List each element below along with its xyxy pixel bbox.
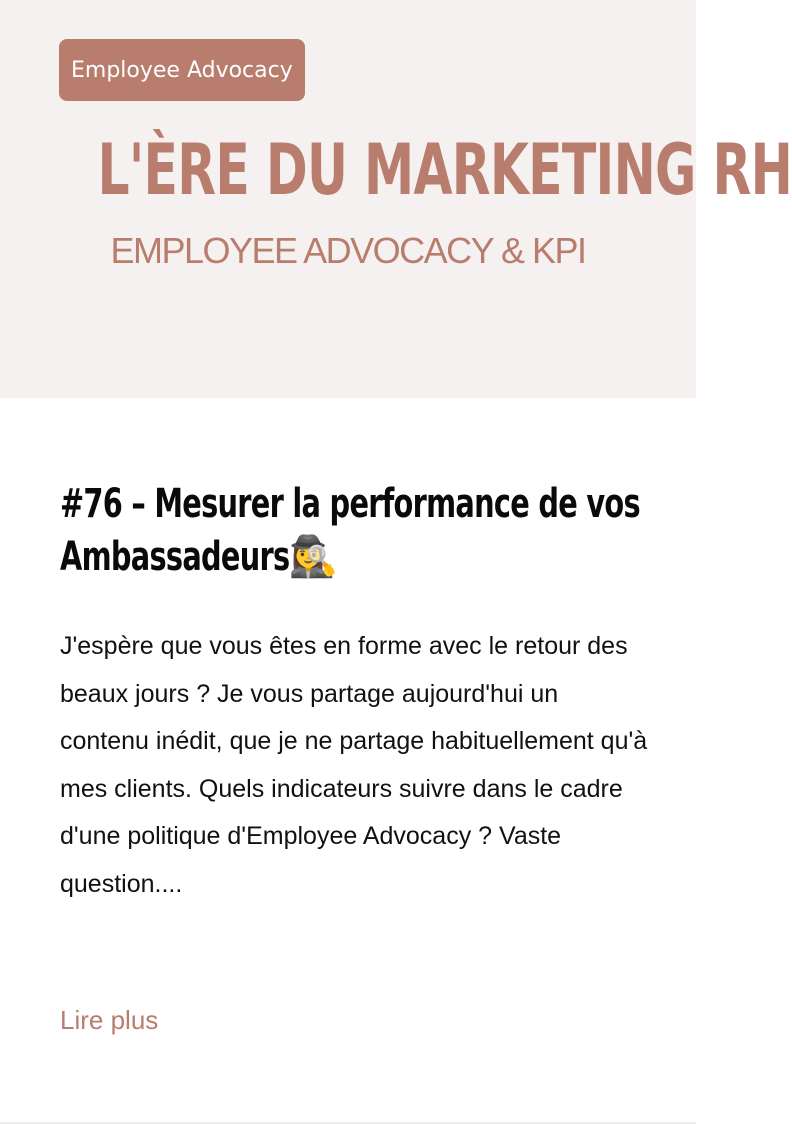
post-title[interactable] [60, 478, 660, 584]
read-more-link[interactable]: Lire plus [60, 1005, 159, 1035]
post-banner[interactable] [0, 0, 792, 398]
post-excerpt: J'espère que vous êtes en forme avec le retour des beaux jours ? Je vous partage aujourd'hui un contenu inédit, que je ne partage habituellement qu'à mes clients. Quels indicateurs suivre dans le cadre d'une politique d'Employee Advocacy ? Vaste question.... [60, 632, 648, 898]
category-tag[interactable]: Employee Advocacy [59, 39, 305, 101]
banner-subtitle: EMPLOYEE ADVOCACY & KPI [110, 230, 586, 271]
detective-emoji-icon: 🕵️‍♀️ [288, 534, 338, 580]
post-title-text[interactable]: #76 – Mesurer la performance de vos Ambassadeurs [60, 481, 640, 580]
banner-title: L'ÈRE DU MARKETING RH [97, 129, 792, 211]
